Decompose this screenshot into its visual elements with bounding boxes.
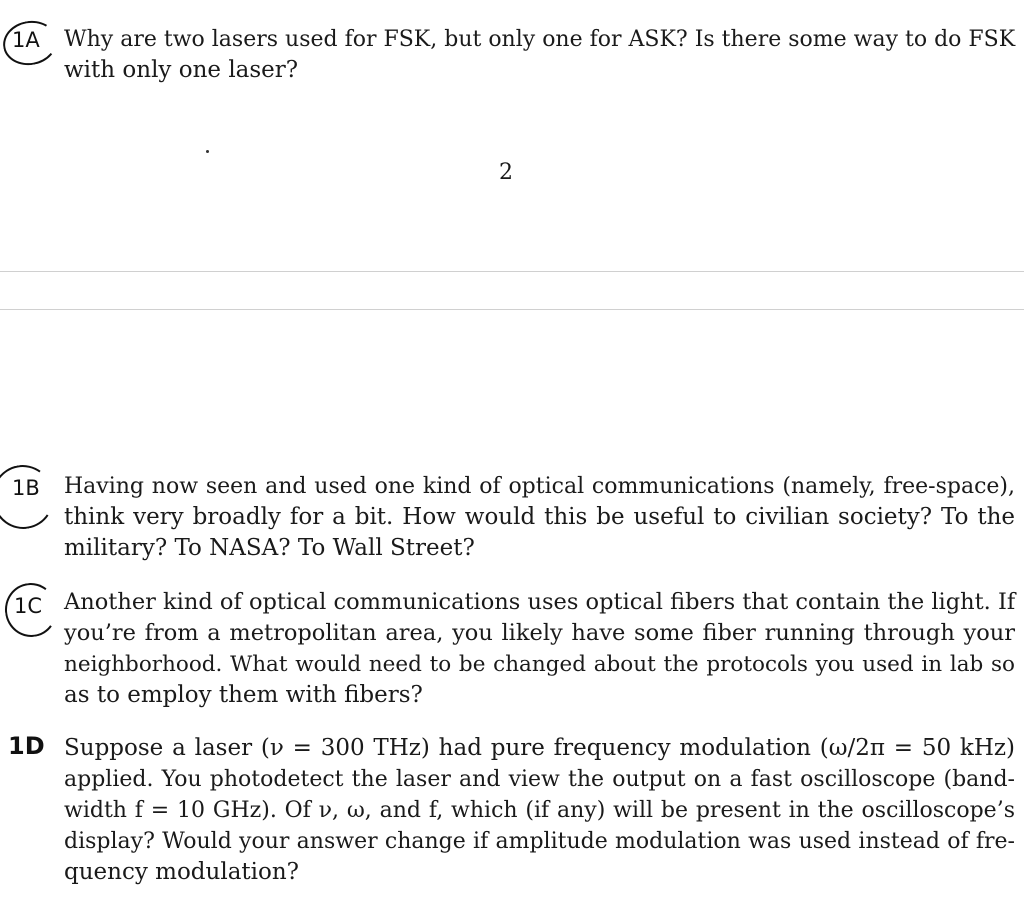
question-1a-line-1: Why are two lasers used for FSK, but only one for ASK? Is there some way to do FSK <box>64 27 1016 52</box>
handwritten-label-1a: 1A <box>12 28 40 52</box>
question-1b-line-2: think very broadly for a bit. How would this be useful to civilian society? To the <box>64 504 1015 530</box>
question-1d-line-1: Suppose a laser (ν = 300 THz) had pure frequency modulation (ω/2π = 50 kHz) <box>64 735 1015 761</box>
question-1b-line-3: military? To NASA? To Wall Street? <box>64 535 475 561</box>
page-divider-bottom <box>0 309 1024 310</box>
question-1d-text <box>64 733 1015 888</box>
page-number: 2 <box>499 160 513 185</box>
stray-dot <box>206 150 209 153</box>
question-1b-line-1: Having now seen and used one kind of optical communications (namely, free-space), <box>64 474 1015 499</box>
question-1b-text <box>64 471 1015 564</box>
question-1d-line-5: quency modulation? <box>64 859 299 885</box>
handwritten-label-1d: 1D <box>8 732 45 760</box>
question-1d-line-2: applied. You photodetect the laser and view the output on a fast oscilloscope (band- <box>64 767 1015 792</box>
handwritten-label-1b: 1B <box>12 476 40 500</box>
question-1d-line-4: display? Would your answer change if amplitude modulation was used instead of fre- <box>64 829 1015 854</box>
question-1c-text <box>64 587 1015 711</box>
question-1c-line-4: as to employ them with fibers? <box>64 682 423 708</box>
question-1d-line-3: width f = 10 GHz). Of ν, ω, and f, which (if any) will be present in the oscilloscope’s <box>64 798 1015 823</box>
question-1a-line-2: with only one laser? <box>64 57 299 83</box>
question-1a-text <box>64 24 1015 86</box>
question-1c-line-2: you’re from a metropolitan area, you likely have some fiber running through your <box>64 620 1015 646</box>
page-divider-top <box>0 271 1024 272</box>
handwritten-label-1c: 1C <box>14 594 43 618</box>
question-1c-line-3: neighborhood. What would need to be changed about the protocols you used in lab so <box>64 652 1015 677</box>
question-1c-line-1: Another kind of optical communications uses optical fibers that contain the light. If <box>64 589 1016 615</box>
